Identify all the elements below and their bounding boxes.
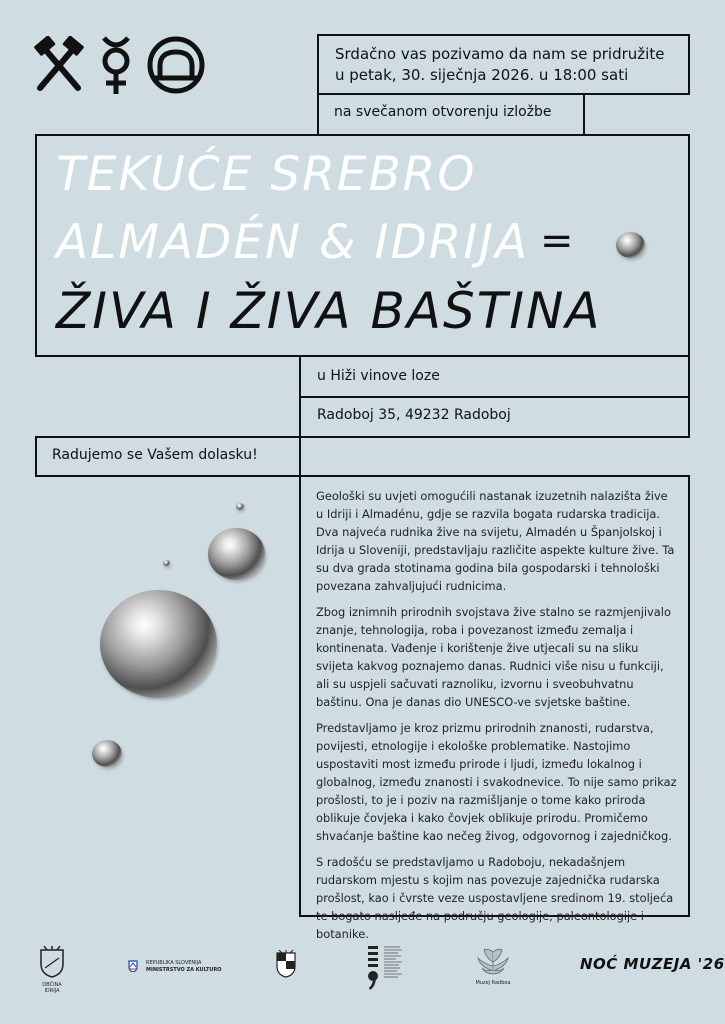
footer-logo-ministry-line-2: MINISTRSTVO ZA KULTURO — [146, 967, 222, 973]
body-paragraph-3: Predstavljamo je kroz prizmu prirodnih znanosti, rudarstva, povijesti, etnologije i ekološke problematike. Nastojimo uspostaviti most između prirode i ljudi, između lokalnog i globalnog, između znanosti i svakodnevice. To nije samo prikaz prošlosti, to je i poziv na razmišljanje o tome kako priroda oblikuje čovjeka i kako čovjek oblikuje prirodu. Promičemo shvaćanje baštine kao nečeg živog, odgovornog i zajedničkog. — [316, 721, 677, 843]
small-print-block-icon — [384, 946, 406, 982]
hammer-pick-icon — [34, 36, 84, 88]
venue-place: u Hiži vinove loze — [317, 368, 440, 384]
invitation-line-1: Srdačno vas pozivamo da nam se pridružite — [335, 45, 665, 63]
checkered-shield-icon — [276, 950, 296, 978]
mercury-droplet-tiny-1 — [236, 503, 244, 510]
body-paragraph-4: S radošću se predstavljamo u Radoboju, nekadašnjem rudarskom mjestu s kojim nas povezuje zajednička rudarska prošlost, kao i čvrste veze uspostavljene sredinom 19. stoljeća te bogato nasljeđe na području geologije, paleontologije i botanike. — [316, 855, 674, 941]
footer-logo-idrija-label: OBČINA IDRIJA — [42, 982, 62, 994]
invitation-line-2: u petak, 30. siječnja 2026. u 18:00 sati — [335, 66, 629, 84]
footer-logo-shield — [276, 950, 296, 978]
footer-logo-idrija — [34, 946, 70, 994]
mercury-droplet-left — [92, 740, 122, 767]
slovenia-shield-icon — [128, 960, 138, 972]
opening-text: na svečanom otvorenju izložbe — [334, 104, 552, 120]
footer-logo-muzej-radboa — [472, 946, 514, 992]
title-line-3: ŽIVA I ŽIVA BAŠTINA — [56, 282, 602, 340]
mercury-symbol-icon — [104, 38, 128, 94]
footer-logo-ministry — [128, 960, 238, 980]
body-text — [316, 487, 678, 951]
mercury-droplet-large — [100, 590, 217, 698]
coat-of-arms-icon — [39, 946, 65, 978]
leaf-icon — [476, 946, 510, 976]
body-paragraph-1: Geološki su uvjeti omogućili nastanak izuzetnih nalazišta žive u Idriji i Almadénu, gdje se razvila bogata rudarska tradicija. Dva najveća rudnika žive na svijetu, Almadén u Španjolskoj i Idrija u Sloveniji, predstavljaju različite aspekte kulture žive. Ta su dva grada stotinama godina bila gospodarski i tehnološki povezana zahvaljujući rudnicima. — [316, 489, 675, 593]
footer-logo-ministry-line-1: REPUBLIKA SLOVENIJA — [146, 960, 202, 966]
title-line-2: ALMADÉN & IDRIJA — [56, 215, 530, 270]
invitation-box — [317, 34, 690, 95]
footer-logo-noc-muzeja: NOĆ MUZEJA '26 — [580, 955, 725, 973]
world-heritage-icon — [150, 39, 202, 91]
footer-logo-muzej-radboa-label: Muzej Radboa — [475, 980, 511, 986]
venue-address: Radoboj 35, 49232 Radoboj — [317, 407, 511, 423]
footer-logo-museum-mark — [366, 946, 416, 991]
welcome-text: Radujemo se Vašem dolasku! — [52, 447, 258, 463]
body-paragraph-2: Zbog iznimnih prirodnih svojstava žive stalno se razmjenjivalo znanje, tehnologija, roba i povezanost između zemalja i kontinenata. Vađenje i korištenje žive utjecali su na sliku svijeta kakvog poznajemo danas. Rudnici više nisu u funkciji, ali su uspjeli sačuvati raznoliku, izvornu i sveobuhvatnu baštinu. Ona je danas dio UNESCO-ve svjetske baštine. — [316, 605, 671, 709]
comma-mark-icon — [366, 946, 380, 990]
title-line-1: TEKUĆE SREBRO — [56, 147, 477, 202]
mercury-droplet-medium — [208, 528, 265, 580]
equals-sign: = — [540, 218, 574, 264]
mercury-droplet-title — [616, 232, 645, 258]
mercury-droplet-tiny-2 — [163, 560, 170, 566]
header-icons — [34, 36, 214, 96]
